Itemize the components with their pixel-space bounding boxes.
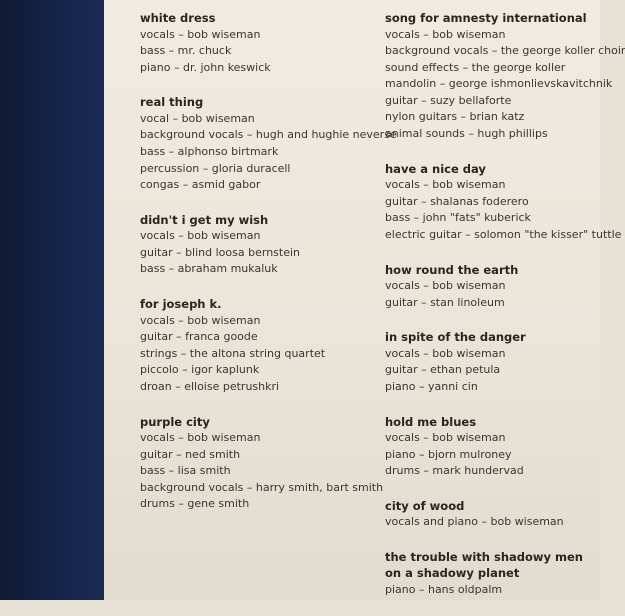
- credit-line: sound effects – the george koller: [385, 60, 566, 74]
- credit-line: mandolin – george ishmonlievskavitchnik: [385, 77, 613, 91]
- credit-line: background vocals – harry smith, bart smith: [140, 480, 384, 494]
- song-title: didn't i get my wish: [140, 212, 269, 227]
- credit-line: piccolo – igor kaplunk: [140, 363, 260, 377]
- left-credits-column: [140, 10, 397, 531]
- credit-line: nylon guitars – brian katz: [385, 110, 525, 124]
- credit-line: vocals – bob wiseman: [385, 279, 506, 293]
- credit-line: vocals and piano – bob wiseman: [385, 515, 564, 529]
- song-title: hold me blues: [385, 414, 477, 429]
- credit-line: bass – john "fats" kuberick: [385, 211, 531, 225]
- credit-line: vocals – bob wiseman: [385, 431, 506, 444]
- song-title: white dress: [140, 11, 216, 25]
- song-block: [385, 549, 600, 599]
- credit-line: vocals – bob wiseman: [140, 27, 261, 41]
- song-block: [140, 414, 384, 513]
- song-title: how round the earth: [385, 262, 519, 277]
- credit-line: piano – dr. john keswick: [140, 60, 271, 74]
- credit-line: background vocals – hugh and hughie neverse: [140, 128, 397, 142]
- credit-line: drums – gene smith: [140, 497, 250, 511]
- credit-line: vocals – bob wiseman: [385, 346, 506, 360]
- credit-line: piano – yanni cin: [385, 379, 478, 393]
- credit-line: guitar – ned smith: [140, 447, 241, 461]
- credit-line: guitar – shalanas foderero: [385, 194, 529, 208]
- song-title: have a nice day: [385, 161, 486, 176]
- song-title: the trouble with shadowy men on a shadowy planet: [385, 549, 583, 581]
- song-block: [385, 414, 600, 480]
- credit-line: congas – asmid gabor: [140, 178, 261, 192]
- credit-line: bass – lisa smith: [140, 464, 231, 478]
- credit-line: guitar – stan linoleum: [385, 295, 505, 309]
- credit-line: vocals – bob wiseman: [140, 229, 261, 243]
- credit-line: piano – bjorn mulroney: [385, 447, 512, 461]
- credit-line: droan – elloise petrushkri: [140, 379, 280, 393]
- song-block: [140, 212, 378, 278]
- credit-line: guitar – ethan petula: [385, 363, 501, 377]
- album-spine: [0, 0, 104, 600]
- credit-line: guitar – blind loosa bernstein: [140, 245, 300, 259]
- song-block: [140, 10, 378, 76]
- credit-line: drums – mark hundervad: [385, 464, 524, 478]
- credit-line: percussion – gloria duracell: [140, 161, 291, 175]
- song-title: real thing: [140, 95, 204, 110]
- song-title: song for amnesty international: [385, 11, 587, 25]
- credit-line: vocals – bob wiseman: [385, 27, 506, 41]
- credit-line: vocal – bob wiseman: [140, 111, 255, 125]
- song-title: in spite of the danger: [385, 330, 526, 345]
- credit-line: piano – hans oldpalm: [385, 582, 503, 596]
- credit-line: animal sounds – hugh phillips: [385, 127, 548, 141]
- song-block: [385, 161, 622, 244]
- credit-line: bass – alphonso birtmark: [140, 144, 279, 158]
- right-credits-column: [385, 10, 625, 616]
- song-title: city of wood: [385, 498, 465, 513]
- credit-line: guitar – suzy bellaforte: [385, 93, 512, 107]
- song-title: purple city: [140, 414, 210, 429]
- credit-line: vocals – bob wiseman: [385, 178, 506, 192]
- credit-line: guitar – franca goode: [140, 330, 258, 344]
- credit-line: bass – abraham mukaluk: [140, 262, 278, 276]
- song-block: [385, 498, 600, 531]
- credit-line: bass – mr. chuck: [140, 44, 232, 58]
- credit-line: background vocals – the george koller choir: [385, 44, 625, 58]
- credit-line: vocals – bob wiseman: [140, 313, 261, 327]
- credit-line: vocals – bob wiseman: [140, 431, 261, 444]
- credit-line: electric guitar – solomon "the kisser" tuttle: [385, 227, 622, 241]
- song-title: for joseph k.: [140, 297, 222, 312]
- song-block: [385, 329, 600, 395]
- song-block: [385, 10, 625, 143]
- song-block: [140, 94, 397, 193]
- credit-line: strings – the altona string quartet: [140, 346, 326, 360]
- song-block: [385, 262, 600, 312]
- song-block: [140, 296, 378, 395]
